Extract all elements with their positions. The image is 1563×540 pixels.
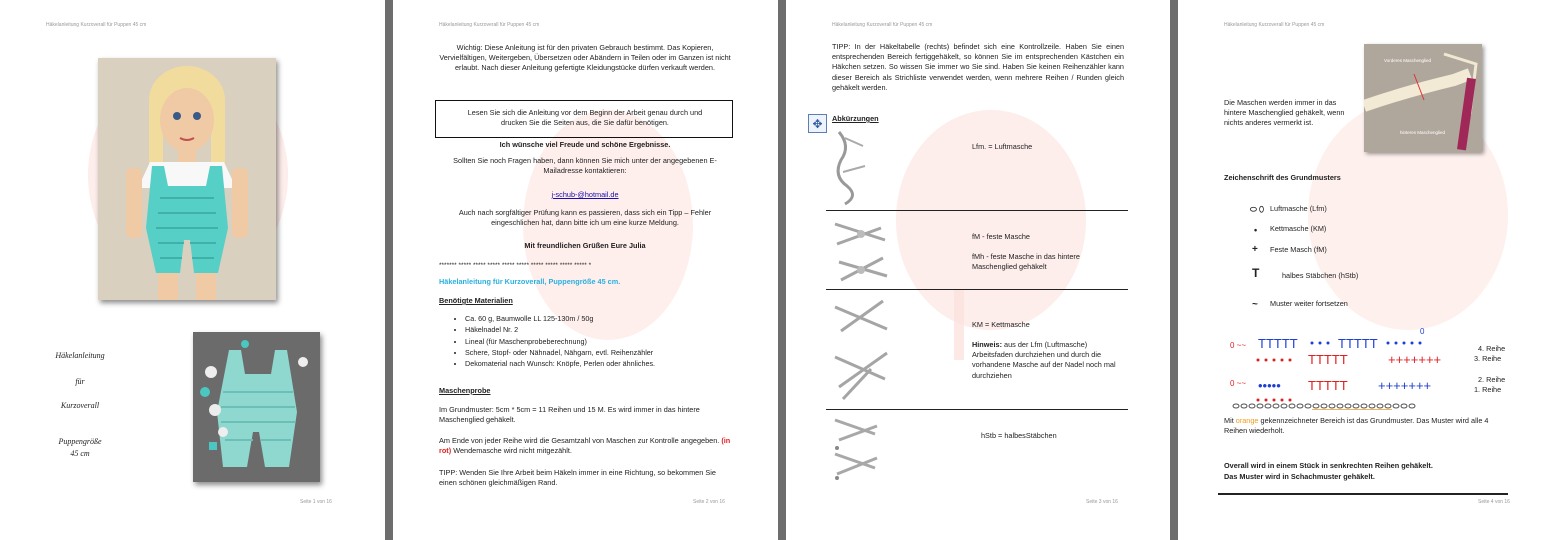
- legend-symbol: •: [1254, 225, 1258, 235]
- legend-symbol: ~: [1252, 299, 1258, 310]
- pattern-note-a: Mit: [1224, 416, 1234, 425]
- materials-list: [453, 313, 745, 369]
- watermark-bar: [954, 290, 964, 360]
- back-loop-text: Die Maschen werden immer in das hintere Maschenglied gehäkelt, wenn nichts anderes vermerkt ist.: [1224, 98, 1345, 128]
- title-line: Häkelanleitung: [55, 351, 105, 360]
- error-note: Auch nach sorgfältiger Prüfung kann es passieren, dass sich ein Tipp – Fehler eingeschlichen hat, dann bitte ich um eine kurze Meldung.: [458, 208, 712, 228]
- gauge-heading: Maschenprobe: [439, 386, 491, 395]
- page-footer: Seite 2 von 16: [693, 499, 725, 505]
- page-footer: Seite 4 von 16: [1478, 499, 1510, 505]
- row-label: 4. Reihe: [1478, 344, 1506, 353]
- abbr-heading: Abkürzungen: [832, 114, 879, 123]
- title-line: Kurzoverall: [60, 401, 100, 410]
- svg-text:TTTTT: TTTTT: [1258, 336, 1298, 351]
- lfm-text: Lfm. = Luftmasche: [972, 142, 1033, 151]
- subtitle: Häkelanleitung für Kurzoverall, Puppengröße 45 cm.: [439, 277, 621, 286]
- list-item: • Lineal (für Maschenprobeberechnung): [465, 336, 745, 347]
- notice-text: Lesen Sie sich die Anleitung vor dem Beginn der Arbeit genau durch und drucken Sie die Seiten aus, die Sie dafür benötigen.: [467, 108, 703, 128]
- km-text: KM = Kettmasche: [972, 320, 1030, 329]
- hinweis-label: Hinweis:: [972, 340, 1003, 349]
- intro-paragraph: Wichtig: Diese Anleitung ist für den privaten Gebrauch bestimmt. Das Kopieren, Vervielfältigen, Weitergeben, Übersetzen oder Abändern in Teilen oder im Ganzen ist nicht erlaubt. Nach dieser Anleitung gefertigte Kleidungstücke dürfen verkauft werden.: [439, 43, 731, 73]
- svg-text:+++++++: +++++++: [1378, 378, 1432, 393]
- title-line: Puppengröße: [58, 437, 102, 446]
- list-item: • Ca. 60 g, Baumwolle LL 125-130m / 50g: [465, 313, 745, 324]
- row-label: 2. Reihe: [1478, 375, 1506, 384]
- email-link[interactable]: j-schub-@hotmail.de: [551, 190, 619, 199]
- page-footer: Seite 1 von 16: [300, 499, 332, 505]
- svg-text:0 ~~: 0 ~~: [1230, 379, 1247, 388]
- page-2: [393, 0, 778, 540]
- stars-divider: ******* ***** ***** ***** ***** ***** ***** ***** ***** ***** *: [439, 262, 592, 269]
- stitch-image-km: [831, 295, 891, 405]
- page-1: [0, 0, 385, 540]
- svg-text:0: 0: [1420, 327, 1425, 336]
- pattern-note-b: gekennzeichneter Bereich ist das Grundmuster. Das Muster wird alle 4 Reihen wiederholt.: [1224, 416, 1489, 436]
- overall-line-1: Overall wird in einem Stück in senkrechten Reihen gehäkelt.: [1224, 461, 1433, 470]
- legend-label: Luftmasche (Lfm): [1270, 204, 1327, 213]
- fmh-text: fMh - feste Masche in das hintere Maschenglied gehäkelt: [972, 252, 1080, 272]
- page-header: Häkelanleitung Kurzoverall für Puppen 45 cm: [1224, 22, 1325, 28]
- stitch-image-lfm: [831, 126, 871, 206]
- row-label: 3. Reihe: [1474, 354, 1502, 363]
- page-header: Häkelanleitung Kurzoverall für Puppen 45 cm: [439, 22, 540, 28]
- page-header: Häkelanleitung Kurzoverall für Puppen 45 cm: [832, 22, 933, 28]
- svg-text:•••••: •••••: [1258, 378, 1281, 393]
- legend-symbol: ⬭ ⬯: [1250, 205, 1265, 214]
- title-line: für: [75, 377, 85, 386]
- fm-text: fM - feste Masche: [972, 232, 1030, 241]
- legend-label: Muster weiter fortsetzen: [1270, 299, 1348, 308]
- list-item: • Häkelnadel Nr. 2: [465, 324, 745, 335]
- svg-text:+++++++: +++++++: [1388, 352, 1442, 367]
- page-4: [1178, 0, 1563, 540]
- stitch-image-fm: [831, 214, 891, 288]
- legend-symbol: T: [1252, 266, 1260, 280]
- list-item: • Dekomaterial nach Wunsch: Knöpfe, Perlen oder ähnliches.: [465, 358, 745, 369]
- overall-line-2: Das Muster wird in Schachmuster gehäkelt.: [1224, 472, 1375, 481]
- photo-label-bottom: hinteres Maschenglied: [1400, 130, 1446, 135]
- legend-label: Feste Masch (fM): [1270, 245, 1327, 254]
- page-header: Häkelanleitung Kurzoverall für Puppen 45 cm: [46, 22, 147, 28]
- svg-text:0 ~~: 0 ~~: [1230, 341, 1247, 350]
- page-3: [786, 0, 1170, 540]
- table-divider: [826, 210, 1128, 211]
- hinweis-text: [972, 340, 1124, 381]
- move-handle-icon[interactable]: ✥: [808, 114, 827, 133]
- stitch-photo: [1364, 44, 1482, 152]
- wish-text: Ich wünsche viel Freude und schöne Ergebnisse.: [499, 140, 671, 149]
- pattern-note: [1224, 416, 1504, 436]
- list-item: • Schere, Stopf- oder Nähnadel, Nähgarn, evtl. Reihenzähler: [465, 347, 745, 358]
- title-block: [40, 350, 120, 460]
- chart-heading: Zeichenschrift des Grundmusters: [1224, 173, 1341, 182]
- legend-label: Kettmasche (KM): [1270, 224, 1327, 233]
- tip-text: TIPP: Wenden Sie Ihre Arbeit beim Häkeln immer in eine Richtung, so bekommen Sie einen schönen gleichmäßigen Rand.: [439, 468, 716, 488]
- intro-text: [439, 43, 731, 74]
- gauge-text: Im Grundmuster: 5cm * 5cm = 11 Reihen und 15 M. Es wird immer in das hintere Maschenglied gehäkelt.: [439, 405, 700, 425]
- pattern-note-orange: orange: [1235, 416, 1259, 425]
- svg-text:TTTTT: TTTTT: [1308, 352, 1348, 367]
- pattern-chart: [1228, 326, 1468, 410]
- hinweis-body: aus der Lfm (Luftmasche) Arbeitsfaden durchziehen und durch die vorhandene Masche auf der Nadel noch mal durchziehen: [972, 340, 1116, 380]
- materials-heading: Benötigte Materialien: [439, 296, 513, 305]
- stitch-image-hstb: [831, 412, 881, 484]
- hstb-text: hStb = halbesStäbchen: [981, 431, 1057, 440]
- contact-text: Sollten Sie noch Fragen haben, dann können Sie mich unter der angegebenen E-Mailadresse kontaktieren:: [453, 156, 717, 176]
- row-end-a: Am Ende von jeder Reihe wird die Gesamtzahl von Maschen zur Kontrolle angegeben.: [439, 436, 720, 445]
- page-footer: Seite 3 von 16: [1086, 499, 1118, 505]
- row-end-text: [439, 436, 731, 456]
- row-end-red: (in rot): [439, 436, 731, 456]
- photo-label-top: Vorderes Maschenglied: [1384, 58, 1432, 63]
- svg-text:TTTTT: TTTTT: [1338, 336, 1378, 351]
- table-divider: [826, 409, 1128, 410]
- legend-label: halbes Stäbchen (hStb): [1282, 271, 1359, 280]
- table-divider: [826, 289, 1128, 290]
- row-end-b: Wendemasche wird nicht mitgezählt.: [453, 446, 572, 456]
- doll-photo: [98, 58, 276, 300]
- title-line: 45 cm: [70, 449, 90, 458]
- overall-photo: [193, 332, 320, 482]
- row-label: 1. Reihe: [1474, 385, 1502, 394]
- legend-symbol: +: [1252, 244, 1258, 255]
- bottom-rule: [1218, 493, 1508, 495]
- tip-text: TIPP: In der Häkeltabelle (rechts) befindet sich eine Kontrollzeile. Haben Sie einen entsprechenden Bereich fertiggehäkelt, so können Sie im entsprechenden Kästchen ein Häkchen setzen. So wissen Sie immer wo Sie sind. Haben Sie keinen Reihenzähler kann dieser Bereich als Strichliste verwendet werden, wenn mehrere Reihen / Runden gleich gehäkelt werden.: [832, 42, 1124, 92]
- greeting: Mit freundlichen Grüßen Eure Julia: [524, 241, 646, 250]
- svg-text:TTTTT: TTTTT: [1308, 378, 1348, 393]
